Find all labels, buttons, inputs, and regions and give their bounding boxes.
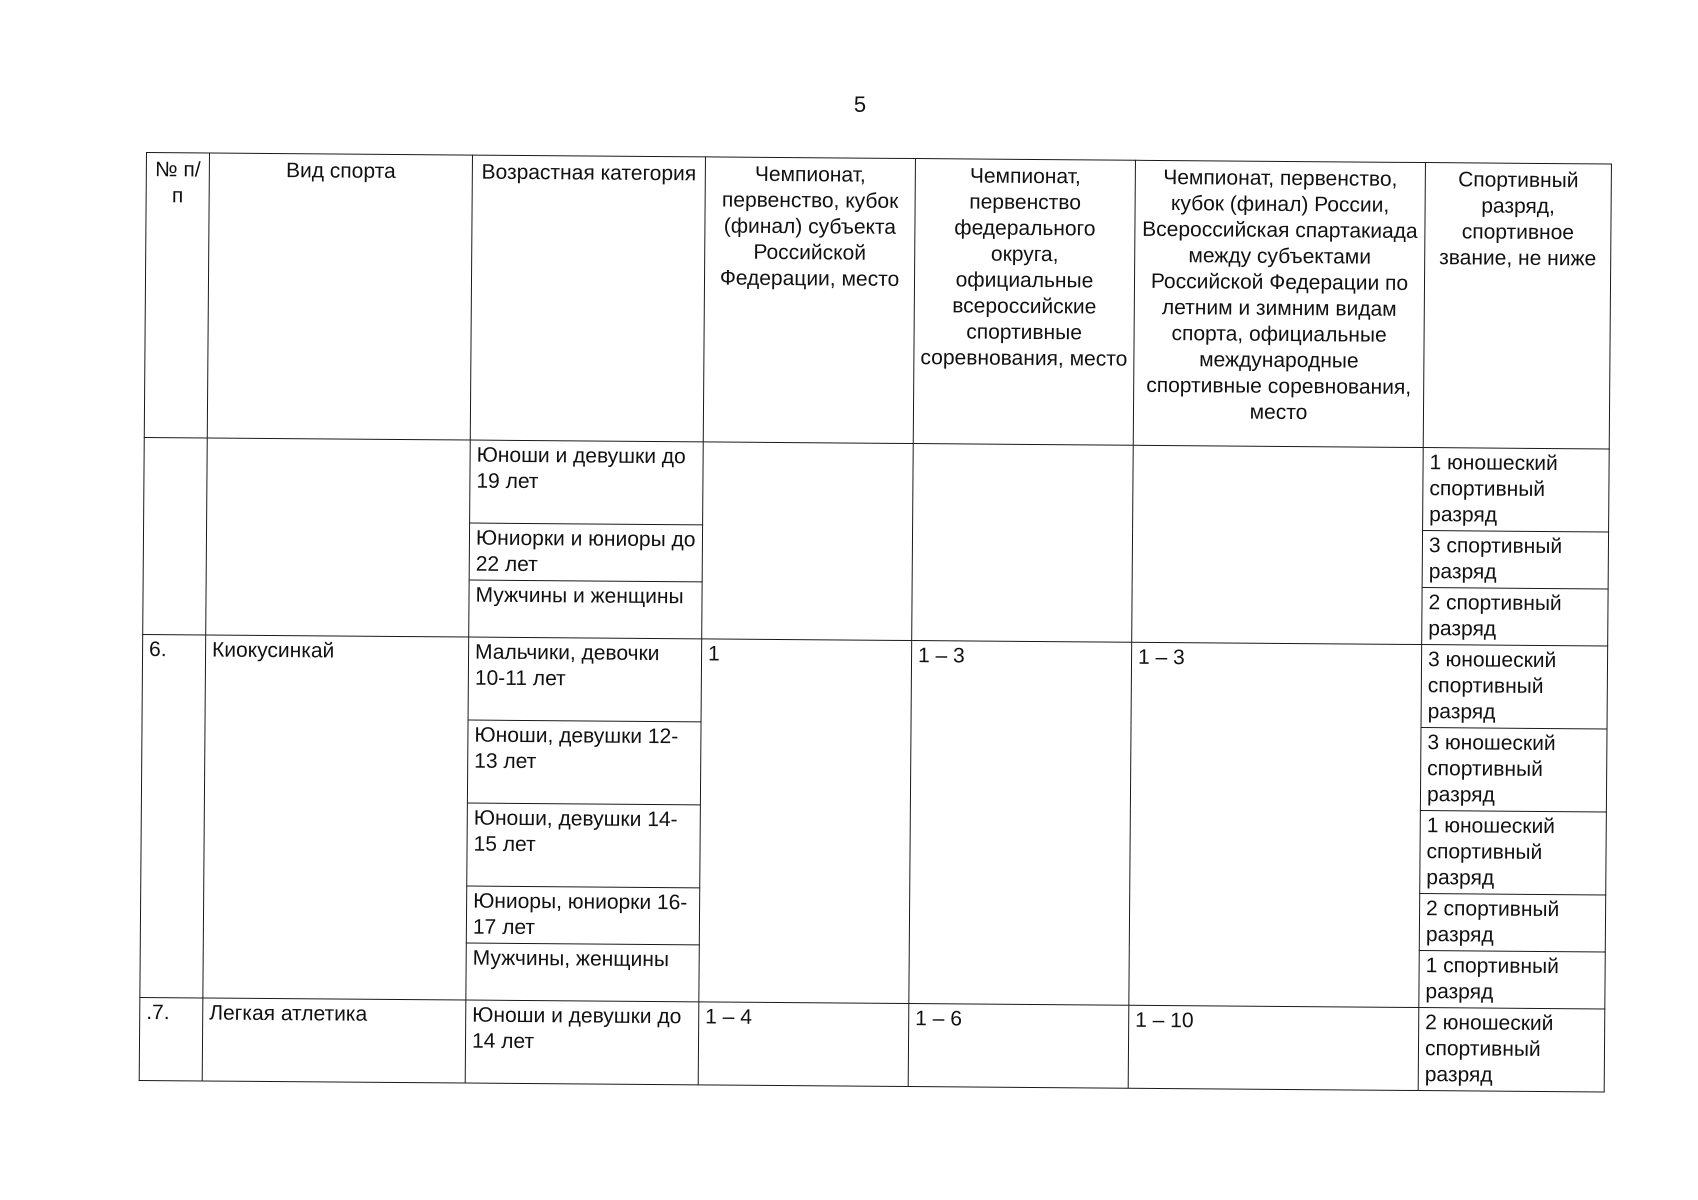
subject-place: 1 – 4 <box>698 1002 909 1087</box>
sport-name: Киокусинкай <box>203 635 469 1000</box>
rank-cell: 2 спортивный разряд <box>1422 588 1608 646</box>
header-sport-rank: Спортивный разряд, спортивное звание, не ниже <box>1423 163 1611 449</box>
rank-cell: 3 спортивный разряд <box>1422 531 1608 589</box>
row-number: 6. <box>140 634 206 997</box>
table-row <box>139 997 1605 1092</box>
rank-cell: 3 юношеский спортивный разряд <box>1420 728 1607 812</box>
cont-num-cell <box>143 437 208 634</box>
table-container <box>139 152 1611 1092</box>
header-subject-championship: Чемпионат, первенство, кубок (финал) субъекта Российской Федерации, место <box>703 157 915 444</box>
header-row <box>144 153 1611 449</box>
age-cell: Мальчики, девочки 10-11 лет <box>468 637 702 722</box>
cont-federal-cell <box>912 444 1134 643</box>
age-cell: Мужчины и женщины <box>469 580 702 639</box>
rank-cell: 2 юношеский спортивный разряд <box>1418 1008 1605 1092</box>
rank-cell: 2 спортивный разряд <box>1419 894 1605 952</box>
cont-russia-cell <box>1132 445 1424 644</box>
federal-place: 1 – 6 <box>908 1004 1129 1089</box>
row-number: .7. <box>139 997 203 1080</box>
age-cell: Юниоры, юниорки 16-17 лет <box>466 886 699 945</box>
cont-sport-cell <box>206 438 471 637</box>
federal-place: 1 – 3 <box>909 641 1132 1006</box>
age-cell: Юноши и девушки до 19 лет <box>470 440 704 525</box>
age-cell: Юноши, девушки 12-13 лет <box>467 720 701 805</box>
russia-place: 1 – 10 <box>1128 1005 1419 1090</box>
header-sport: Вид спорта <box>207 153 472 440</box>
rank-cell: 1 юношеский спортивный разряд <box>1420 811 1607 895</box>
header-num: № п/п <box>144 153 209 438</box>
header-russia-championship: Чемпионат, первенство, кубок (финал) России, Всероссийская спартакиада между субъектами Российской Федерации по летним и зимним видам спорта, официальные международные спортивные соревнования, место <box>1133 160 1425 447</box>
sports-ranks-table <box>139 152 1612 1092</box>
page-number: 5 <box>853 92 867 117</box>
age-cell: Юниорки и юниоры до 22 лет <box>469 523 702 582</box>
rank-cell: 3 юношеский спортивный разряд <box>1421 645 1608 729</box>
russia-place: 1 – 3 <box>1129 642 1422 1007</box>
rank-cell: 1 юношеский спортивный разряд <box>1423 448 1610 532</box>
age-cell: Юноши и девушки до 14 лет <box>465 1000 699 1085</box>
sport-name: Легкая атлетика <box>202 998 466 1083</box>
table-row <box>142 634 1608 729</box>
table-row <box>144 437 1610 532</box>
cont-subject-cell <box>702 442 914 641</box>
age-cell: Юноши, девушки 14-15 лет <box>467 803 701 888</box>
age-cell: Мужчины, женщины <box>466 943 699 1002</box>
rank-cell: 1 спортивный разряд <box>1419 951 1605 1009</box>
subject-place: 1 <box>699 639 912 1004</box>
header-federal-championship: Чемпионат, первенство федерального округа, официальные всероссийские спортивные соревнования, место <box>913 159 1135 446</box>
header-age-category: Возрастная категория <box>470 155 705 442</box>
